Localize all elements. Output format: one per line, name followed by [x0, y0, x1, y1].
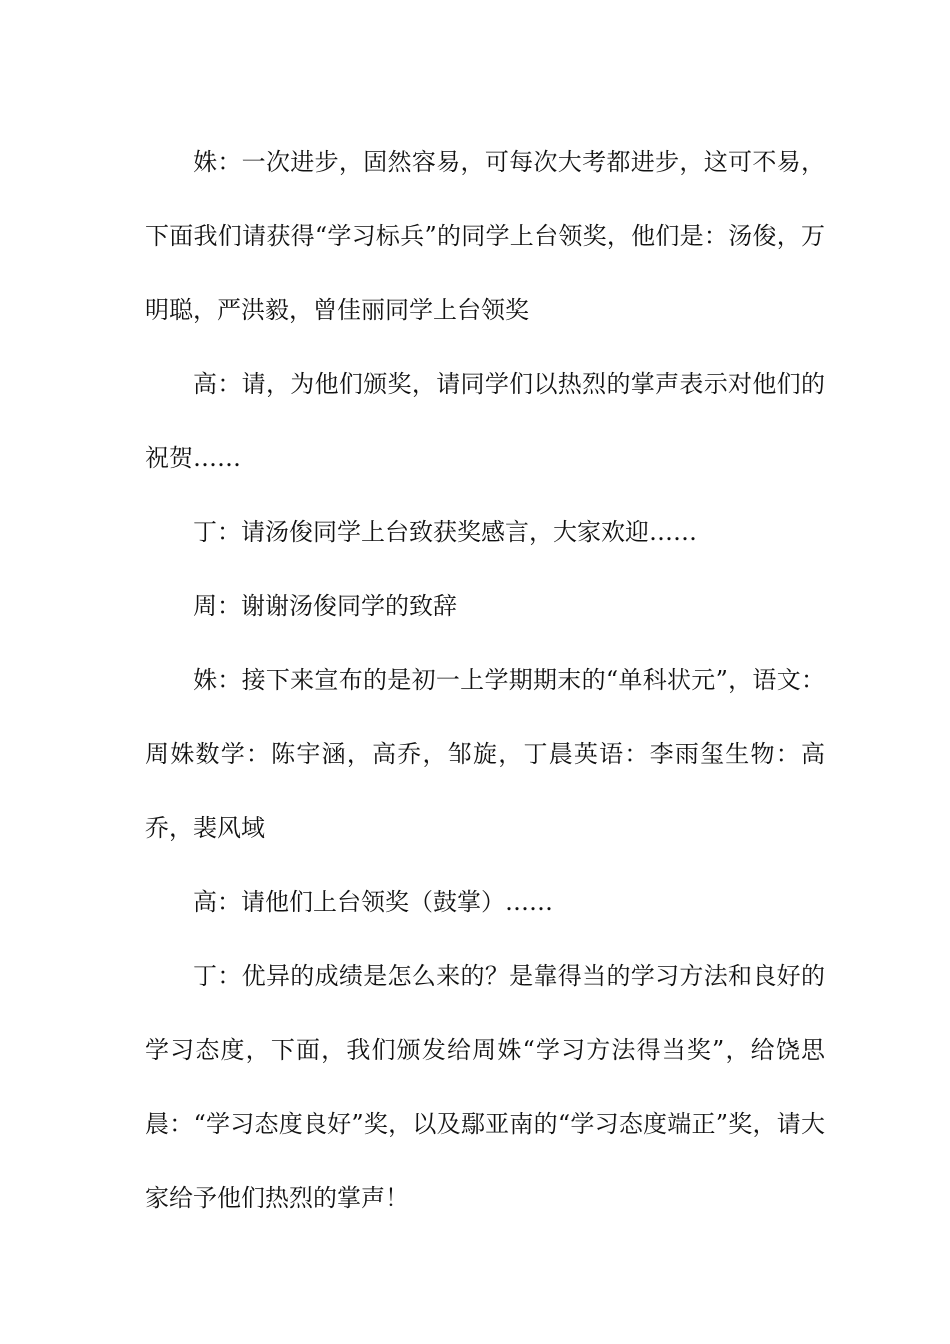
paragraph-1: 姝：一次进步，固然容易，可每次大考都进步，这可不易，下面我们请获得“学习标兵”的同学上台领奖，他们是：汤俊，万明聪，严洪毅，曾佳丽同学上台领奖: [145, 148, 825, 324]
paragraph-6: 高：请他们上台领奖（鼓掌）……: [193, 888, 553, 916]
paragraph-5: 姝：接下来宣布的是初一上学期期末的“单科状元”，语文：周姝数学：陈宇涵，高乔，邹旋，丁晨英语：李雨玺生物：高乔，裴风域: [145, 666, 825, 842]
paragraph-4: 周：谢谢汤俊同学的致辞: [193, 592, 457, 620]
paragraph-2: 高：请，为他们颁奖，请同学们以热烈的掌声表示对他们的祝贺……: [145, 370, 825, 472]
paragraph-3: 丁：请汤俊同学上台致获奖感言，大家欢迎……: [193, 518, 697, 546]
document-body: [145, 125, 825, 1235]
paragraph-7: 丁：优异的成绩是怎么来的？是靠得当的学习方法和良好的学习态度，下面，我们颁发给周姝“学习方法得当奖”，给饶思晨：“学习态度良好”奖，以及鄢亚南的“学习态度端正”奖，请大家给予他们热烈的掌声！: [145, 962, 825, 1212]
